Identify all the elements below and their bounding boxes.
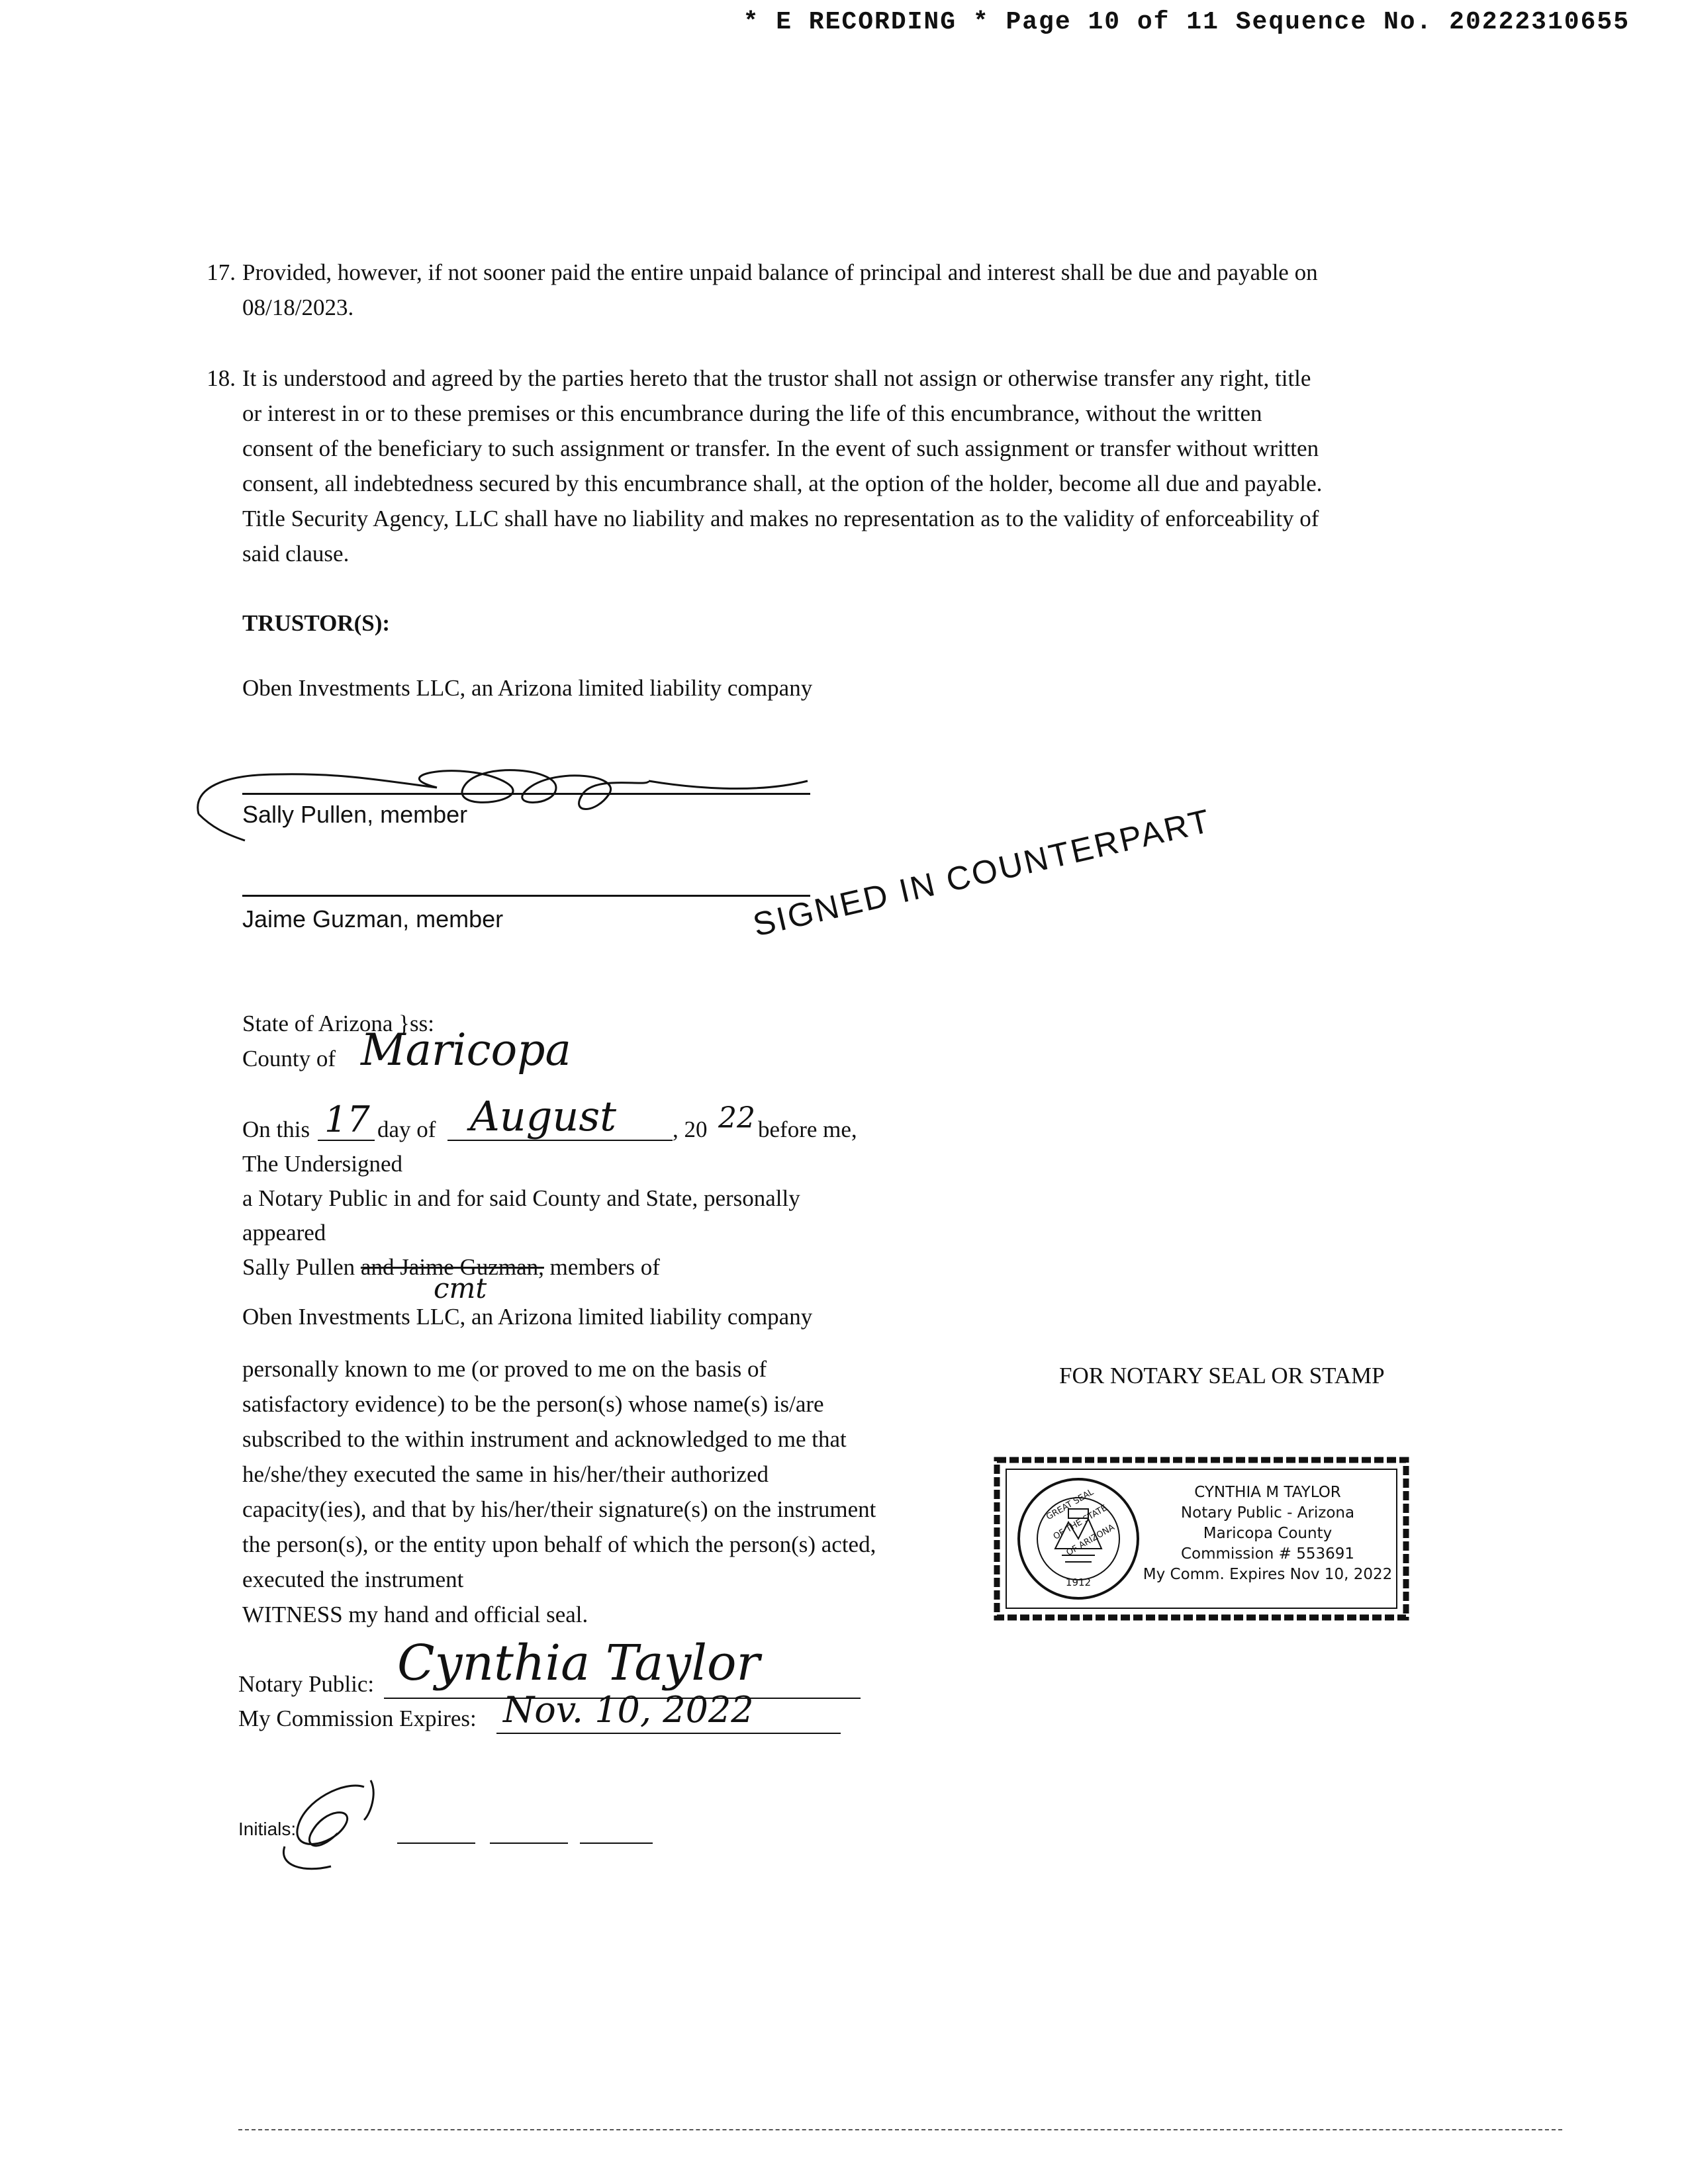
- clause-17-line: Provided, however, if not sooner paid the entire unpaid balance of principal and interest shall be due and payable on: [242, 259, 1318, 285]
- ack-line: subscribed to the within instrument and acknowledged to me that: [242, 1426, 847, 1452]
- month-handwritten: August: [470, 1092, 617, 1140]
- notary-signature: Cynthia Taylor: [397, 1635, 760, 1692]
- county-label: County of: [242, 1046, 336, 1071]
- appeared-name-sally: Sally Pullen: [242, 1254, 355, 1280]
- stamp-line: Notary Public - Arizona: [1180, 1504, 1355, 1522]
- undersigned: The Undersigned: [242, 1151, 403, 1177]
- acknowledged-company: Oben Investments LLC, an Arizona limited liability company: [242, 1304, 813, 1330]
- signature-line-1: [242, 793, 810, 795]
- county-handwritten: Maricopa: [361, 1024, 571, 1075]
- clause-18-line: Title Security Agency, LLC shall have no liability and makes no representation as to the validity of enforceability of: [242, 506, 1319, 531]
- stamp-line: My Comm. Expires Nov 10, 2022: [1143, 1566, 1393, 1583]
- ack-line: capacity(ies), and that by his/her/their signature(s) on the instrument: [242, 1496, 876, 1522]
- commission-handwritten: Nov. 10, 2022: [503, 1689, 754, 1731]
- signer-2-name: Jaime Guzman, member: [242, 905, 504, 933]
- initials-line-3: [580, 1843, 653, 1844]
- acknowledgement-text: [242, 1351, 970, 1632]
- clause-18-line: or interest in or to these premises or this encumbrance during the life of this encumbrance, without the written: [242, 400, 1262, 426]
- stamp-text: [1139, 1482, 1397, 1585]
- clause-18-line: said clause.: [242, 541, 350, 567]
- clause-17-line: 08/18/2023.: [242, 295, 354, 320]
- initials-line-1: [397, 1843, 475, 1844]
- ack-line: personally known to me (or proved to me on the basis of: [242, 1356, 767, 1382]
- clause-18-line: consent, all indebtedness secured by this encumbrance shall, at the option of the holder, become all due and payable.: [242, 471, 1323, 496]
- state-line: State of Arizona }ss:: [242, 1011, 434, 1036]
- on-this-label: On this: [242, 1116, 310, 1142]
- signature-line-2: [242, 895, 810, 897]
- stamp-line: Commission # 553691: [1180, 1545, 1355, 1563]
- clause-18-number: 18.: [207, 365, 236, 391]
- ack-line: he/she/they executed the same in his/her/their authorized: [242, 1461, 769, 1487]
- seal-caption: FOR NOTARY SEAL OR STAMP: [1059, 1363, 1385, 1388]
- year-prefix: , 20: [673, 1116, 708, 1142]
- signed-in-counterpart-stamp: SIGNED IN COUNTERPART: [749, 801, 1215, 944]
- clause-17-text: [242, 255, 1447, 325]
- members-of: members of: [549, 1254, 660, 1280]
- initials-signature: [265, 1774, 410, 1873]
- notary-stamp: [993, 1456, 1410, 1621]
- commission-label: My Commission Expires:: [238, 1706, 477, 1731]
- day-underline: [318, 1140, 375, 1141]
- seal-ring-text: GREAT SEAL OF THE STATE OF ARIZONA: [1045, 1487, 1117, 1559]
- recording-header: * E RECORDING * Page 10 of 11 Sequence No. 20222310655: [743, 8, 1630, 36]
- stamp-line: Maricopa County: [1203, 1525, 1333, 1542]
- day-of-label: day of: [377, 1116, 436, 1142]
- witness-line: WITNESS my hand and official seal.: [242, 1602, 588, 1627]
- seal-year: 1912: [1065, 1576, 1092, 1588]
- trustor-company: Oben Investments LLC, an Arizona limited liability company: [242, 675, 813, 701]
- struck-name: and Jaime Guzman,: [360, 1254, 544, 1280]
- before-me-label: before me,: [758, 1116, 857, 1142]
- notary-public-statement: a Notary Public in and for said County and State, personally: [242, 1185, 800, 1211]
- initials-line-2: [490, 1843, 568, 1844]
- year-handwritten: 22: [718, 1101, 755, 1135]
- commission-line: [496, 1733, 841, 1734]
- month-underline: [447, 1140, 673, 1141]
- clause-18-line: It is understood and agreed by the parties hereto that the trustor shall not assign or otherwise transfer any right, title: [242, 365, 1311, 391]
- clause-18-line: consent of the beneficiary to such assignment or transfer. In the event of such assignment or transfer without written: [242, 435, 1319, 461]
- notary-public-label: Notary Public:: [238, 1671, 375, 1697]
- trustors-heading: TRUSTOR(S):: [242, 610, 391, 636]
- ack-line: satisfactory evidence) to be the person(s) whose name(s) is/are: [242, 1391, 824, 1417]
- scan-artifact-line: [238, 2129, 1562, 2130]
- correction-initials: cmt: [434, 1272, 487, 1304]
- day-handwritten: 17: [324, 1099, 370, 1140]
- clause-18-text: [242, 361, 1447, 571]
- initials-label: Initials:: [238, 1819, 297, 1839]
- appeared: appeared: [242, 1220, 326, 1246]
- ack-line: the person(s), or the entity upon behalf of which the person(s) acted,: [242, 1531, 876, 1557]
- ack-line: executed the instrument: [242, 1567, 464, 1592]
- signer-1-name: Sally Pullen, member: [242, 801, 468, 828]
- clause-17-number: 17.: [207, 259, 236, 285]
- stamp-line: CYNTHIA M TAYLOR: [1194, 1484, 1341, 1501]
